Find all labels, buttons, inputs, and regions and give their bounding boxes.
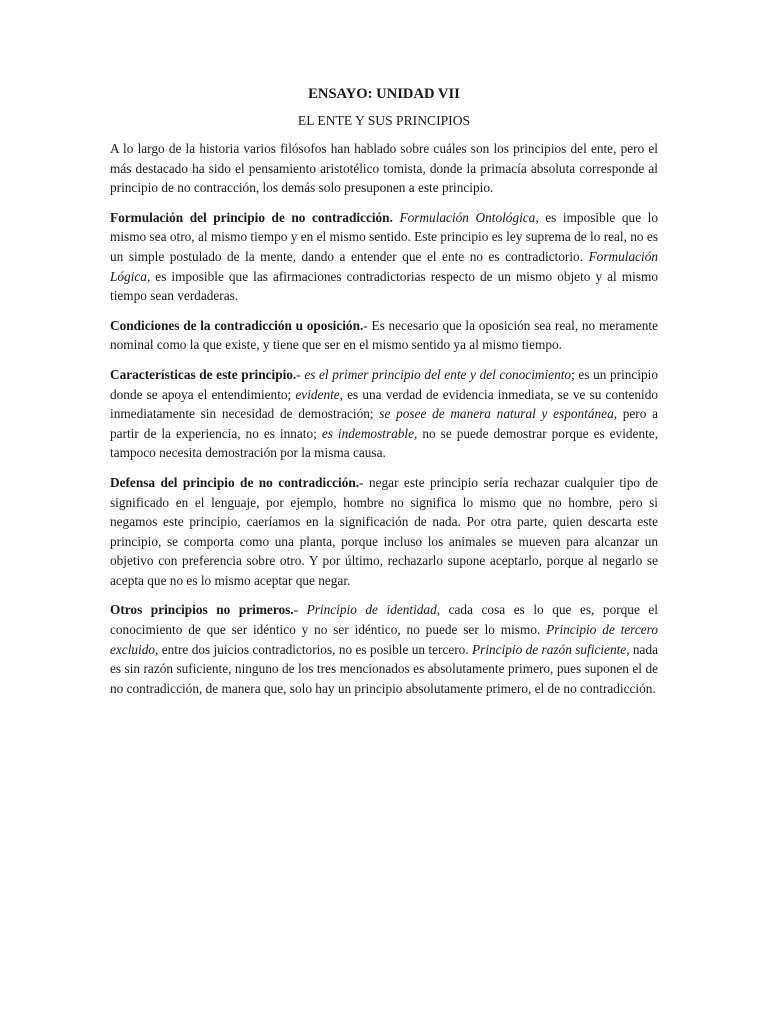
emphasis-text: es indemostrable <box>321 425 415 441</box>
emphasis-text: Principio de razón suficiente <box>472 641 627 657</box>
body-text: , no se puede demostrar porque es evidente, tampoco necesita demostración por la misma causa. <box>110 425 659 461</box>
paragraph-otros-principios <box>110 600 658 698</box>
body-text: - negar este principio sería rechazar cualquier tipo de significado en el lenguaje, por ejemplo, hombre no significa lo mismo que no hombre, pero si negamos este principio, caeríamos en la significación de nada. Por otra parte, quien descarta este principio, se comporta como una planta, porque incluso los animales se mueven para alcanzar un objetivo con preferencia sobre otro. Y por último, rechazarlo supone aceptarlo, porque al negarlo se acepta que no es lo mismo aceptar que negar. <box>110 474 658 588</box>
paragraph-caracteristicas <box>110 365 658 463</box>
paragraph-heading: Condiciones de la contradicción u oposición. <box>110 317 364 333</box>
emphasis-text: evidente <box>295 386 340 402</box>
emphasis-text: Principio de tercero excluido <box>110 622 658 657</box>
body-text: - Es necesario que la oposición sea real, no meramente nominal como la que existe, y tiene que ser en el mismo sentido ya al mismo tiempo. <box>110 317 659 353</box>
paragraph-defensa <box>110 473 658 591</box>
body-text: , nada es sin razón suficiente, ninguno de los tres mencionados es absolutamente primero, pues suponen el de no contradicción, de manera que, solo hay un principio absolutamente primero, el de no contradicción. <box>110 641 658 696</box>
emphasis-text: Formulación Lógica <box>110 248 658 284</box>
paragraph-intro <box>110 139 658 198</box>
emphasis-text: Formulación Ontológica <box>399 209 536 225</box>
document-title: ENSAYO: UNIDAD VII <box>308 86 460 102</box>
document-body <box>110 139 658 698</box>
body-text <box>393 210 400 225</box>
body-text: , cada cosa es lo que es, porque el conocimiento de que ser idéntico y no ser idéntico, no puede ser lo mismo. <box>110 602 658 638</box>
document-subtitle: EL ENTE Y SUS PRINCIPIOS <box>297 113 471 128</box>
body-text: , es imposible que las afirmaciones contradictorias respecto de un mismo objeto y al mismo tiempo sean verdaderas. <box>110 268 658 304</box>
document-page <box>110 84 658 708</box>
body-text: A lo largo de la historia varios filósofos han hablado sobre cuáles son los principios del ente, pero el más destacado ha sido el pensamiento aristotélico tomista, donde la primacía absoluta corresponde al principio de no contracción, los demás solo presuponen a este principio. <box>110 141 658 196</box>
body-text: - <box>296 366 305 382</box>
paragraph-formulacion <box>110 208 658 306</box>
paragraph-heading: Formulación del principio de no contradicción. <box>110 209 393 225</box>
body-text: - <box>293 602 307 618</box>
body-text: ; es un principio donde se apoya el entendimiento; <box>110 366 659 402</box>
body-text: , pero a partir de la experiencia, no es innato; <box>110 406 658 441</box>
paragraph-heading: Características de este principio. <box>110 366 297 382</box>
emphasis-text: se posee de manera natural y espontánea <box>379 406 614 422</box>
body-text: , es una verdad de evidencia inmediata, se ve su contenido inmediatamente sin necesidad de demostración; <box>110 386 658 422</box>
body-text: , es imposible que lo mismo sea otro, al mismo tiempo y en el mismo sentido. Este principio es ley suprema de lo real, no es un simple postulado de la mente, dando a entender que el ente no es contradictorio. <box>110 209 659 264</box>
paragraph-heading: Defensa del principio de no contradicción. <box>110 474 360 490</box>
paragraph-heading: Otros principios no primeros. <box>110 602 294 618</box>
body-text: , entre dos juicios contradictorios, no es posible un tercero. <box>155 641 473 657</box>
paragraph-condiciones <box>110 316 658 355</box>
emphasis-text: Principio de identidad <box>306 602 437 618</box>
emphasis-text: es el primer principio del ente y del conocimiento <box>304 366 572 382</box>
